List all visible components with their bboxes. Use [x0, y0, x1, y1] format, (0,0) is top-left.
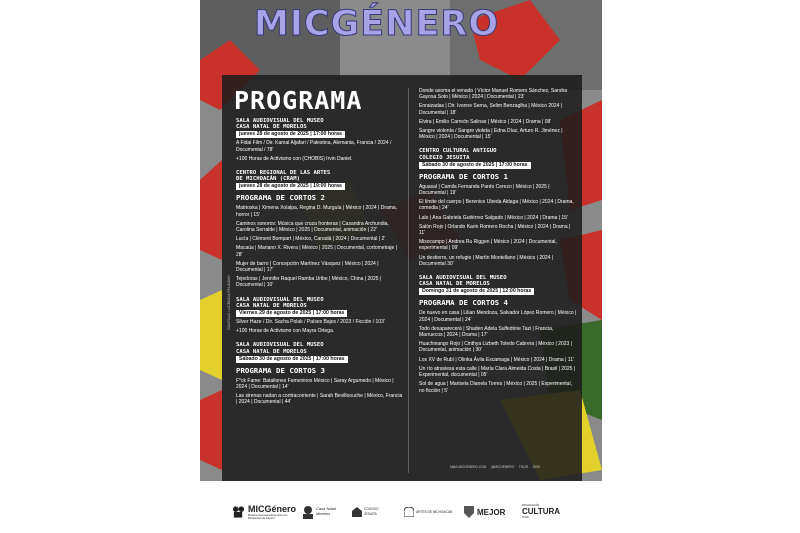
colegio-logo	[352, 497, 392, 527]
film-entry: Huachinango Rojo | Cinthya Lizbeth Toledo Cabrera | México | 2023 | Documental, animación | 30'	[419, 341, 572, 354]
film-entry: Un río atraviesa esta calle | María Clara Almeida Costa | Brasil | 2025 | Experimental, documental | 05'	[419, 365, 576, 379]
venue-name: CASA NATAL DE MORELOS	[236, 124, 307, 131]
film-entry: Todo desaparecerá | Shaden Adela Sulfedrine Tazi | Francia, Marruecos | 2024 | Drama | 17'	[419, 325, 554, 339]
venue-name: SALA AUDIOVISUAL DEL MUSEO	[236, 342, 324, 349]
colegio-label: COLEGIO JESUITA	[363, 507, 379, 516]
artes-logo	[404, 497, 456, 527]
casa-natal-label: Casa Natal Morelos	[316, 506, 336, 516]
screening-block	[236, 170, 404, 289]
venue-name: CASA NATAL DE MORELOS	[236, 302, 307, 309]
film-entry: F*ck Fame: Batallones Femeninos México | Saray Argumedo | México | 2024 | Documental | 14'	[236, 377, 394, 391]
date-badge: Viernes 29 de agosto de 2025 | 17:00 horas	[236, 310, 347, 317]
date-badge: Domingo 31 de agosto de 2025 | 12:00 horas	[419, 288, 534, 295]
film-entry: Lalo | Ana Gabriela Gutiérrez Salgado | México | 2024 | Drama | 15'	[419, 214, 568, 221]
film-entry: +100 Horas de Activismo con Mayra Ortega.	[236, 328, 335, 335]
mejor-wordmark: MEJOR	[477, 507, 506, 517]
film-entry: El límite del cuerpo | Berenice Ubeda Aldaga | México | 2024 | Drama, comedia | 24'	[419, 199, 574, 212]
cultura-wordmark: CULTURA	[522, 507, 561, 517]
film-entry: Misocampo | Andrea Ru Riggen | México | 2024 | Documental, experimental | 09'	[419, 239, 557, 252]
screening-block	[236, 118, 404, 162]
cultura-sub-label: VIVA	[522, 515, 529, 520]
film-entry: Salón Rojo | Orlando Karin Romero Rocha | México | 2024 | Drama | 11'	[419, 223, 571, 237]
screening-block	[419, 275, 577, 394]
film-entry: Un destierro, un refugio | Martín Montellano | México | 2024 | Documental 30'	[419, 254, 554, 267]
screening-block	[236, 297, 404, 335]
film-camera-icon	[232, 505, 245, 519]
building-icon	[352, 507, 362, 517]
film-entry: Matrioska | Ximena Xolalpa, Regina D. Murguía | México | 2024 | Drama, horror | 15'	[236, 205, 398, 218]
film-entry: De nuevo en casa | Lilian Mendoza, Salvador López Romero | México | 2024 | Documental | 24'	[419, 310, 577, 323]
film-entry: Elvira | Emilio Carreón Salinas | México | 2024 | Drama | 08'	[419, 118, 552, 125]
film-entry: Sol de agua | Marisela Dianela Torres | México | 2025 | Experimental, no ficción | 5'	[419, 381, 572, 394]
film-entry: Las sirenas nadan a contracorriente | Sarah Bevilloouche | México, Francia | 2024 | Documental | 44'	[236, 393, 403, 406]
side-credit: GOLFILLO • LICENCIA PELIKANO	[227, 275, 231, 330]
program-title: PROGRAMA DE CORTOS 2	[236, 193, 325, 203]
venue-name: CASA NATAL DE MORELOS	[419, 281, 490, 288]
venue-name: CENTRO CULTURAL ANTIGUO	[419, 148, 497, 155]
film-entry: Donde asoma el venado | Víctor Manuel Romero Sánchez, Sandra Gayosa Soto | México | 2024 | Documental | 23'	[419, 88, 568, 101]
venue-name: SALA AUDIOVISUAL DEL MUSEO	[236, 296, 324, 303]
film-entry: Aguasal | Camila Fernanda Pardo Cerezo | México | 2025 | Documental | 19'	[419, 183, 550, 197]
film-entry: Caminos sonoros: Música que cruza fronteras | Casandra Archundia, Carolina Serralde | México | 2025 | Documental, animación | 22'	[236, 220, 389, 234]
poster	[200, 0, 602, 533]
web-footer: MMA.MICGENERO.COM @MICGENERO TOUR 2025	[450, 465, 540, 469]
program-title: PROGRAMA DE CORTOS 1	[419, 171, 508, 181]
venue-name: COLEGIO JESUITA	[419, 154, 470, 161]
left-column	[236, 118, 404, 409]
film-entry: Silver Haze / Dir. Sacha Polak / Países Bajos / 2023 / Ficción / 103'	[236, 319, 385, 326]
right-column	[419, 88, 577, 397]
film-entry: Macaúa | Mariano X. Rivera | México | 2025 | Documental, cortometraje | 28'	[236, 245, 398, 258]
program-title: PROGRAMA DE CORTOS 4	[419, 298, 508, 308]
film-entry: +100 Horas de Activismo con (CHOBIS) Irvin Daniel.	[236, 155, 353, 162]
micgenero-tagline: Muestra Internacional de Cine con Perspectiva de Género	[247, 514, 288, 520]
sponsor-logos	[232, 497, 572, 527]
festival-title: MICGÉNERO	[254, 4, 500, 44]
shield-icon	[464, 506, 474, 518]
film-entry: Tejedoras | Jennifer Raquel Ramba Uribe | México, China | 2025 | Documental | 10'	[236, 276, 382, 289]
date-badge: jueves 28 de agosto de 2025 | 17:00 horas	[236, 131, 345, 138]
program-heading: PROGRAMA	[234, 86, 363, 115]
screening-block	[419, 148, 577, 267]
venue-name: SALA AUDIOVISUAL DEL MUSEO	[236, 118, 324, 124]
arch-icon	[404, 507, 414, 517]
film-entry: Sangre violenta / Sangre violeta | Edna Díaz, Arturo R. Jiménez | México | 2024 | Documental | 15'	[419, 128, 563, 141]
screening-block	[236, 342, 404, 405]
micgenero-logo	[232, 497, 296, 527]
date-badge: Sábado 30 de agosto de 2025 | 17:00 horas	[419, 162, 531, 169]
film-entry: A Fidai Film / Dir. Kamal Aljafari / Palestina, Alemania, Francia / 2024 / Documental / 78'	[236, 140, 392, 153]
venue-name: CASA NATAL DE MORELOS	[236, 348, 307, 355]
film-entry: Los XV de Rubí | Olinka Ávila Escamaga | México | 2024 | Drama | 11'	[419, 356, 574, 363]
program-title: PROGRAMA DE CORTOS 3	[236, 365, 325, 375]
casa-natal-logo	[302, 497, 342, 527]
date-badge: jueves 28 de agosto de 2025 | 19:00 horas	[236, 183, 345, 190]
film-entry: Enraizadas | Dir. Ivonne Serna, Selim Benzaglha | México 2024 | Documental | 18'	[419, 103, 563, 116]
artes-label: ARTES DE MICHOACÁN	[416, 509, 453, 514]
film-entry: Mujer de barro | Concepción Martínez Vásquez | México | 2024 | Documental | 17'	[236, 260, 379, 274]
film-entry: Lucía | Clément Bompart | México, Canadá | 2024 | Documental | 2'	[236, 236, 386, 243]
michoacan-mejor-logo	[464, 497, 516, 527]
date-badge: Sábado 30 de agosto de 2025 | 17:00 horas	[236, 356, 348, 363]
venue-name: CENTRO REGIONAL DE LAS ARTES	[236, 170, 331, 177]
column-divider	[408, 88, 409, 473]
cultura-top-label: MICHOACÁN	[522, 503, 540, 508]
venue-name: DE MICHOACÁN (CRAM)	[236, 176, 300, 183]
portrait-icon	[302, 505, 314, 519]
micgenero-wordmark: MICGénero	[247, 504, 296, 514]
venue-name: SALA AUDIOVISUAL DEL MUSEO	[419, 275, 507, 282]
cultura-logo	[522, 497, 572, 527]
